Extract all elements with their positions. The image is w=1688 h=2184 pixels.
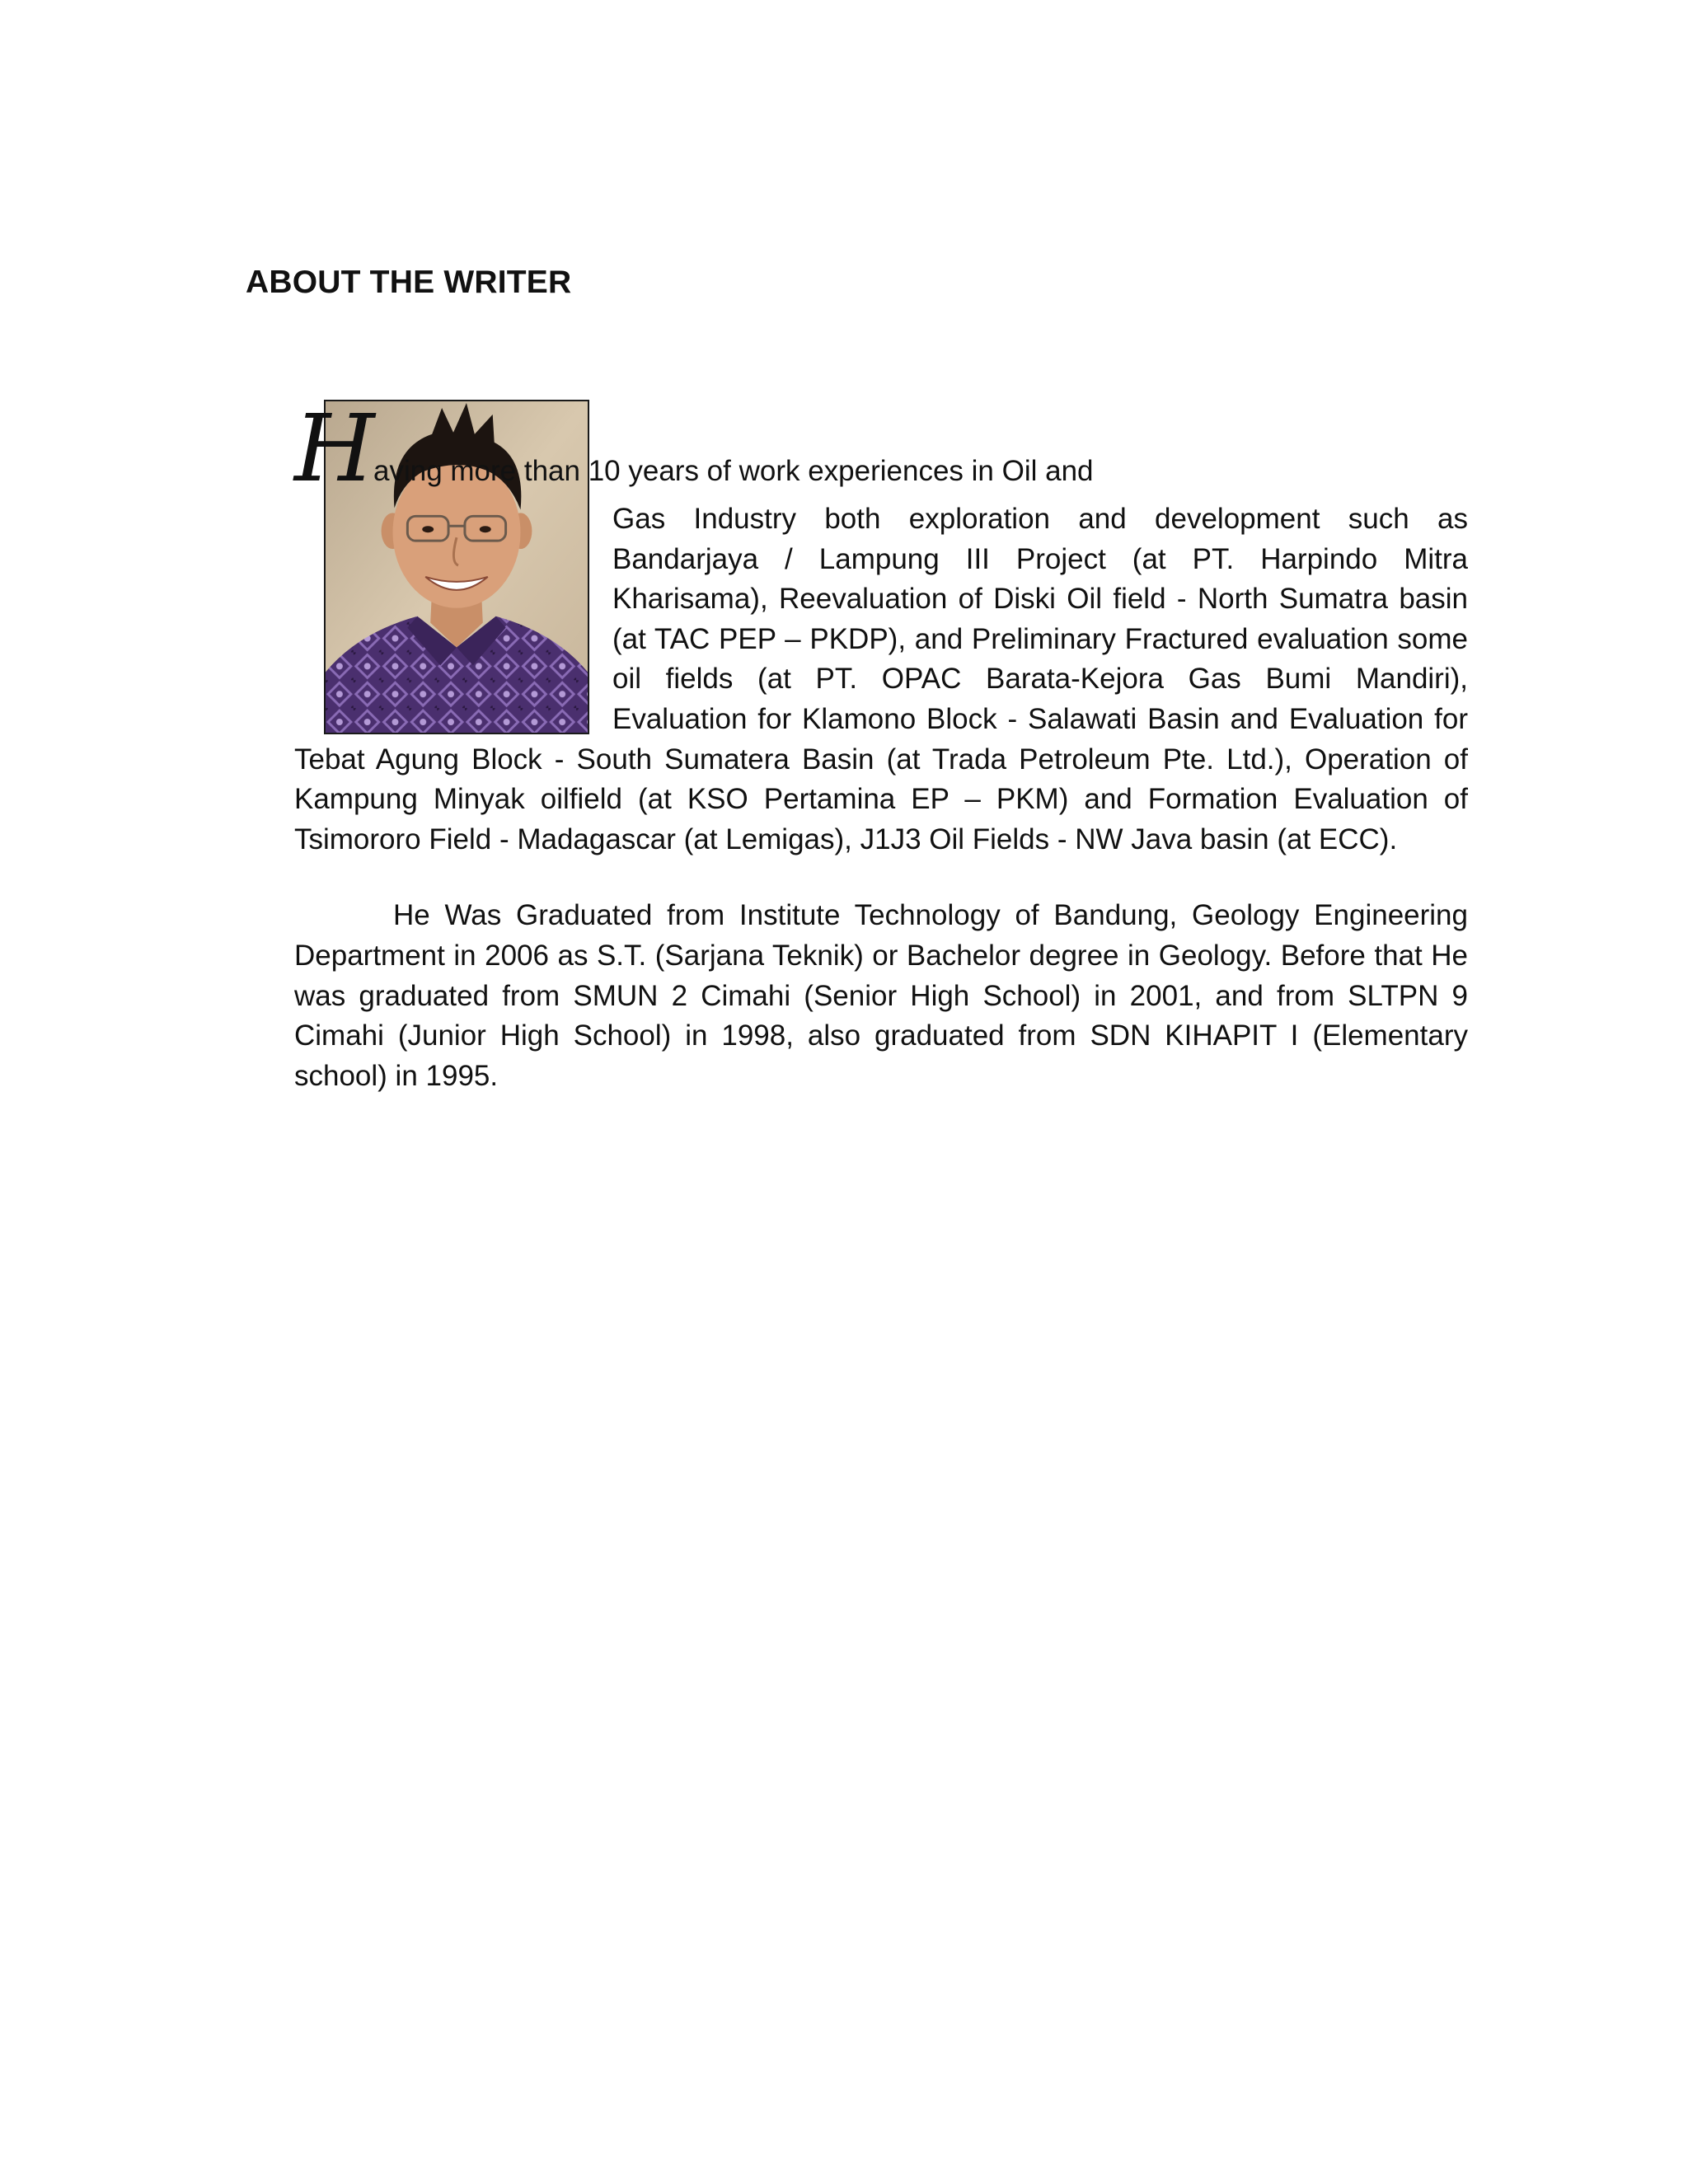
experience-paragraph: Gas Industry both exploration and development such as Bandarjaya / Lampung III Project (at PT. Harpindo Mitra Kharisama), Reevaluation of Diski Oil field - North Sumatra basin (at TAC PEP – PKDP), and Preliminary Fractured evaluation some oil fields (at PT. OPAC Barata-Kejora Gas Bumi Mandiri), Evaluation for Klamono Block - Salawati Basin and Evaluation for Tebat Agung Block - South Sumatera Basin (at Trada Petroleum Pte. Ltd.), Operation of Kampung Minyak oilfield (at KSO Pertamina EP – PKM) and Formation Evaluation of Tsimororo Field - Madagascar (at Lemigas), J1J3 Oil Fields - NW Java basin (at ECC). [294,503,1468,855]
writer-bio [294,396,1468,1096]
opening-line [294,396,1468,503]
education-paragraph: He Was Graduated from Institute Technology of Bandung, Geology Engineering Department in 2006 as S.T. (Sarjana Teknik) or Bachelor degree in Geology. Before that He was graduated from SMUN 2 Cimahi (Senior High School) in 2001, and from SLTPN 9 Cimahi (Junior High School) in 1998, also graduated from SDN KIHAPIT I (Elementary school) in 1995. [294,899,1468,1092]
opening-line-text: aving more than 10 years of work experiences in Oil and [373,455,1094,487]
drop-cap: H [294,396,370,503]
page-title: ABOUT THE WRITER [246,265,572,300]
